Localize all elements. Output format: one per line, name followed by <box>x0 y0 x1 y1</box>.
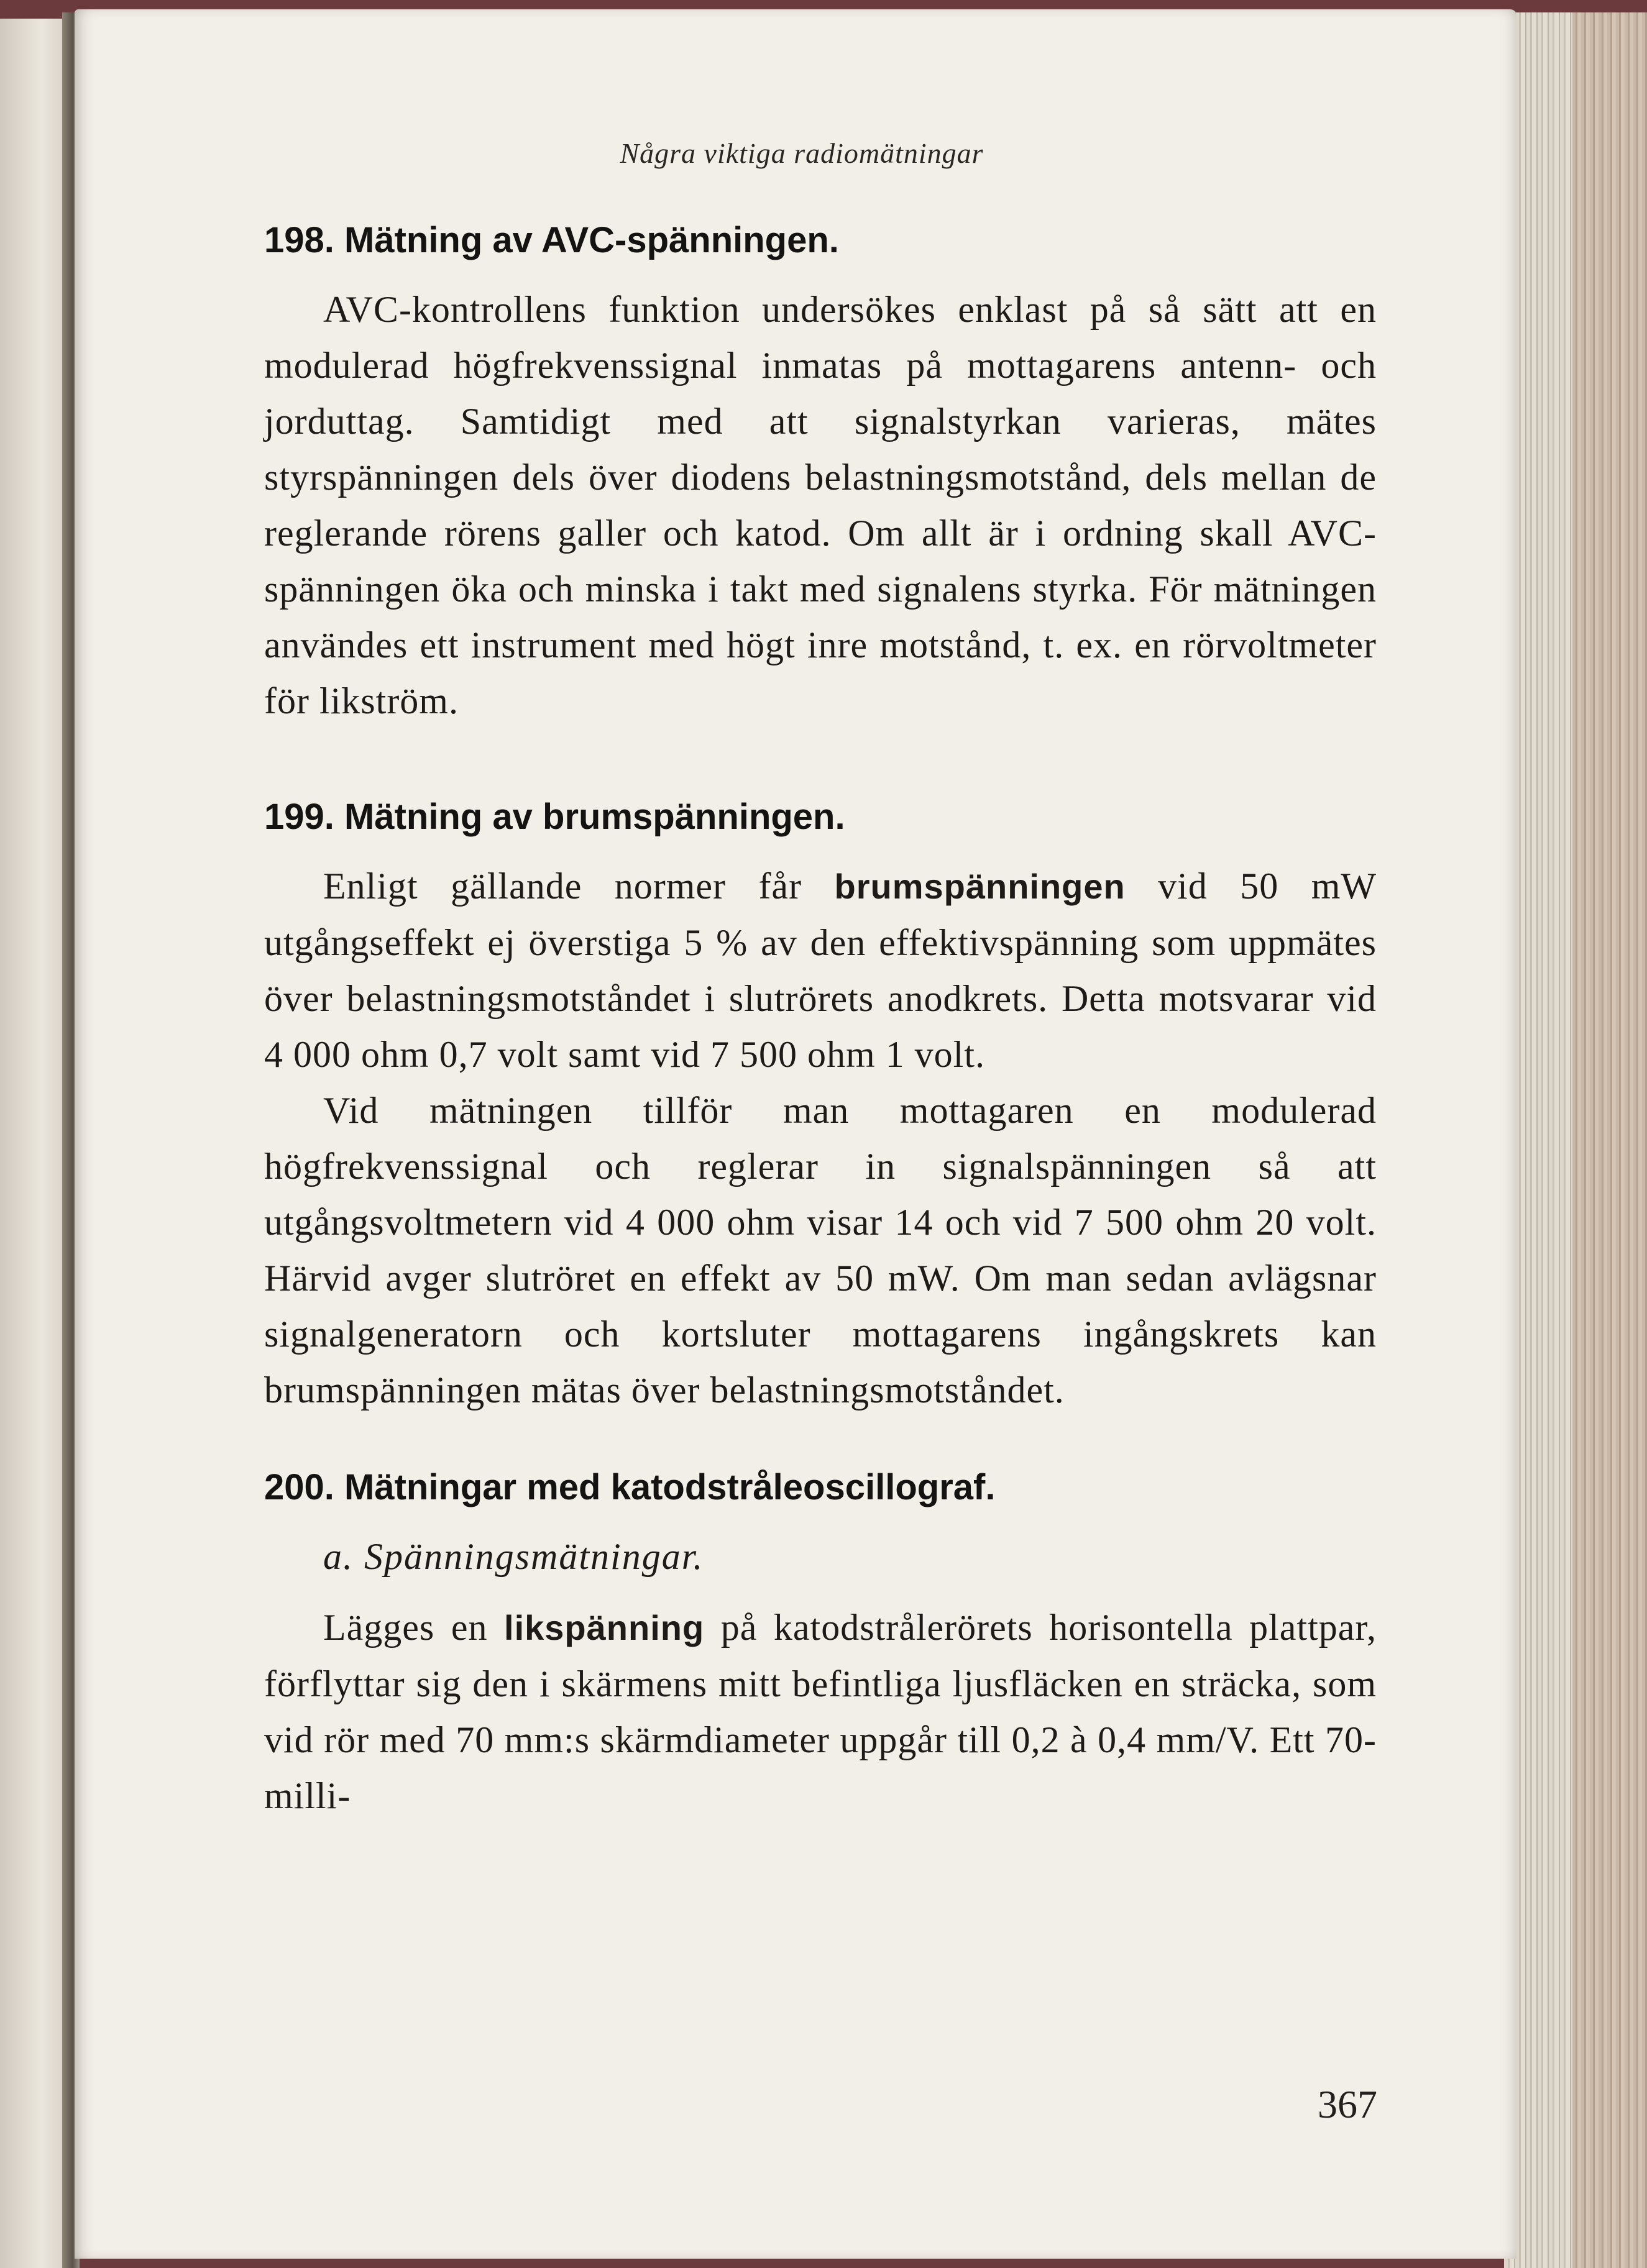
book-page <box>75 9 1516 2259</box>
page-body <box>264 214 1377 1824</box>
book-cover-edge <box>1572 12 1647 2268</box>
paragraph-200-1-start: Lägges en <box>323 1607 505 1648</box>
term-brumspanningen: brumspänningen <box>834 867 1126 906</box>
paragraph-199-1-end: vid 50 mW utgångseffekt ej överstiga 5 % av den effektivspänning som uppmätes över belastningsmotståndet i slutrörets anodkrets. Detta motsvarar vid 4 000 ohm 0,7 volt samt vid 7 500 ohm 1 volt. <box>264 866 1377 1075</box>
subheading-a: a. Spänningsmätningar. <box>323 1536 704 1577</box>
running-head: Några viktiga radiomätningar <box>620 137 984 169</box>
section-heading-198: 198. Mätning av AVC-spänningen. <box>264 220 839 260</box>
section-heading-199: 199. Mätning av brumspänningen. <box>264 797 845 837</box>
paragraph-199-1 <box>264 858 1377 1082</box>
paragraph-199-2: Vid mätningen tillför man mottagaren en modulerad högfrekvenssignal och reglerar in signalspänningen så att utgångsvoltmetern vid 4 000 ohm visar 14 och vid 7 500 ohm 20 volt. Härvid avger slutröret en effekt av 50 mW. Om man sedan avlägsnar signalgeneratorn och kortsluter mottagarens ingångskrets kan brumspänningen mätas över belastningsmotståndet. <box>264 1090 1377 1411</box>
paragraph-200-1 <box>264 1599 1377 1824</box>
page-number: 367 <box>1318 2082 1377 2126</box>
paragraph-199-1-start: Enligt gällande normer får <box>323 866 835 907</box>
paragraph-200-1-end: på katodstrålerörets horisontella plattpar, förflyttar sig den i skärmens mitt befintliga ljusfläcken en sträcka, som vid rör med 70 mm:s skärmdiameter uppgår till 0,2 à 0,4 mm/V. Ett 70-milli- <box>264 1607 1377 1816</box>
section-heading-200: 200. Mätningar med katodstråleoscillograf. <box>264 1467 996 1507</box>
paragraph-198: AVC-kontrollens funktion undersökes enklast på så sätt att en modulerad högfrekvenssignal inmatas på mottagarens antenn- och jorduttag. Samtidigt med att signalstyrkan varieras, mätes styrspänningen dels över diodens belastningsmotstånd, dels mellan de reglerande rörens galler och katod. Om allt är i ordning skall AVC-spänningen öka och minska i takt med signalens styrka. För mätningen användes ett instrument med högt inre motstånd, t. ex. en rörvoltmeter för likström. <box>264 289 1377 721</box>
term-likspanning: likspänning <box>504 1608 705 1647</box>
